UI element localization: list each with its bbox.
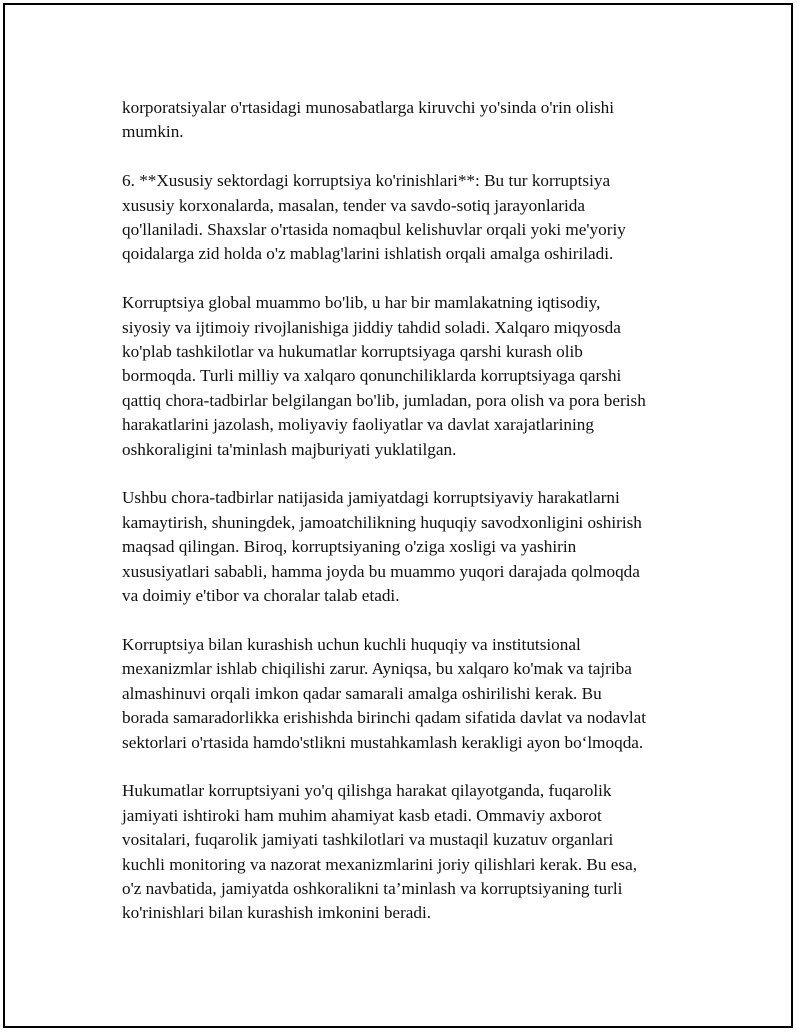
text-line: o'z navbatida, jamiyatda oshkoralikni ta’minlash va korruptsiyaning turli xyxy=(122,878,623,898)
paragraph-6 xyxy=(122,779,702,925)
text-line: mexanizmlar ishlab chiqilishi zarur. Ayniqsa, bu xalqaro ko'mak va tajriba xyxy=(122,659,632,679)
text-line: xususiy korxonalarda, masalan, tender va savdo-sotiq jarayonlarida xyxy=(122,195,585,215)
paragraph-5 xyxy=(122,633,702,755)
text-line: ko'rinishlari bilan kurashish imkonini beradi. xyxy=(122,903,432,923)
page-frame xyxy=(3,3,793,1028)
text-line: maqsad qilingan. Biroq, korruptsiyaning o'ziga xosligi va yashirin xyxy=(122,537,577,557)
text-line: korporatsiyalar o'rtasidagi munosabatlarga kiruvchi yo'sinda o'rin olishi xyxy=(122,98,615,117)
text-line: Ushbu chora-tadbirlar natijasida jamiyatdagi korruptsiyaviy harakatlarni xyxy=(122,488,620,508)
paragraph-3 xyxy=(122,291,702,462)
text-line: 6. **Xususiy sektordagi korruptsiya ko'rinishlari**: Bu tur korruptsiya xyxy=(122,171,611,191)
text-line: qattiq chora-tadbirlar belgilangan bo'lib, jumladan, pora olish va pora berish xyxy=(122,390,646,410)
text-line: ko'plab tashkilotlar va hukumatlar korruptsiyaga qarshi kurash olib xyxy=(122,342,583,362)
text-line: Hukumatlar korruptsiyani yo'q qilishga harakat qilayotganda, fuqarolik xyxy=(122,781,612,801)
text-line: Korruptsiya global muammo bo'lib, u har bir mamlakatning iqtisodiy, xyxy=(122,293,601,313)
text-line: oshkoraligini ta'minlash majburiyati yuklatilgan. xyxy=(122,439,457,459)
paragraph-4 xyxy=(122,486,702,608)
text-line: bormoqda. Turli milliy va xalqaro qonunchiliklarda korruptsiyaga qarshi xyxy=(122,366,622,386)
text-line: sektorlari o'rtasida hamdo'stlikni mustahkamlash kerakligi ayon bo‘lmoqda. xyxy=(122,732,644,752)
text-line: Korruptsiya bilan kurashish uchun kuchli huquqiy va institutsional xyxy=(122,634,581,654)
text-line: siyosiy va ijtimoiy rivojlanishiga jiddiy tahdid soladi. Xalqaro miqyosda xyxy=(122,317,621,337)
text-line: qo'llaniladi. Shaxslar o'rtasida nomaqbul kelishuvlar orqali yoki me'yoriy xyxy=(122,220,626,240)
document-body xyxy=(122,96,702,926)
text-line: mumkin. xyxy=(122,122,184,142)
paragraph-1 xyxy=(122,96,702,145)
text-line: kamaytirish, shuningdek, jamoatchilikning huquqiy savodxonligini oshirish xyxy=(122,512,642,532)
text-line: almashinuvi orqali imkon qadar samarali amalga oshirilishi kerak. Bu xyxy=(122,683,602,703)
text-line: va doimiy e'tibor va choralar talab etadi. xyxy=(122,586,400,606)
text-line: harakatlarini jazolash, moliyaviy faoliyatlar va davlat xarajatlarining xyxy=(122,415,594,435)
paragraph-2 xyxy=(122,169,702,267)
text-line: kuchli monitoring va nazorat mexanizmlarini joriy qilishlari kerak. Bu esa, xyxy=(122,854,638,874)
text-line: borada samaradorlikka erishishda birinchi qadam sifatida davlat va nodavlat xyxy=(122,708,647,728)
text-line: vositalari, fuqarolik jamiyati tashkilotlari va mustaqil kuzatuv organlari xyxy=(122,830,614,850)
text-line: xususiyatlari sababli, hamma joyda bu muammo yuqori darajada qolmoqda xyxy=(122,561,640,581)
text-line: qoidalarga zid holda o'z mablag'larini ishlatish orqali amalga oshiriladi. xyxy=(122,244,614,264)
text-line: jamiyati ishtiroki ham muhim ahamiyat kasb etadi. Ommaviy axborot xyxy=(122,805,602,825)
